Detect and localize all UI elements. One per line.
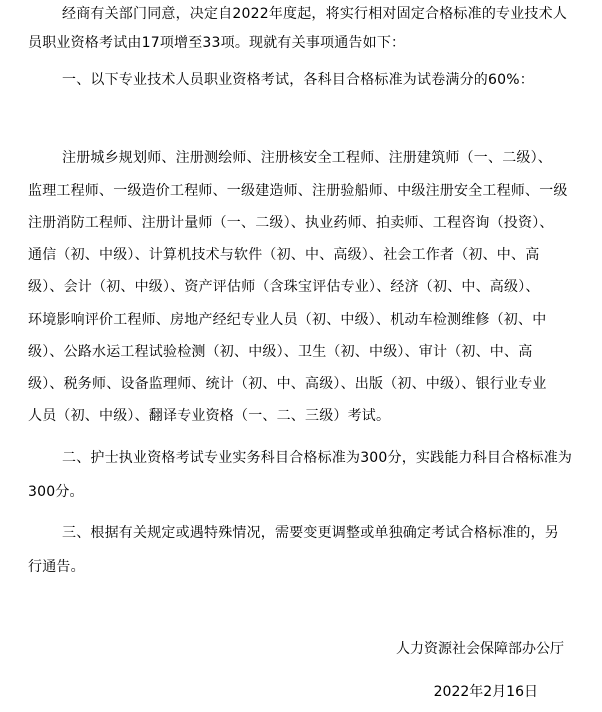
- section1-line-1: 注册城乡规划师、注册测绘师、注册核安全工程师、注册建筑师（一、二级）、: [62, 150, 552, 166]
- intro-line-2: 员职业资格考试由17项增至33项。现就有关事项通告如下：: [28, 35, 406, 51]
- section1-line-4: 通信（初、中级）、计算机技术与软件（初、中、高级）、社会工作者（初、中、高: [28, 247, 540, 263]
- section1-line-8: 级）、税务师、设备监理师、统计（初、中、高级）、出版（初、中级）、银行业专业: [28, 376, 547, 392]
- section1-line-7: 级）、公路水运工程试验检测（初、中级）、卫生（初、中级）、审计（初、中、高: [28, 344, 533, 360]
- section1-line-2: 监理工程师、一级造价工程师、一级建造师、注册验船师、中级注册安全工程师、一级: [28, 183, 568, 199]
- section1-line-5: 级）、会计（初、中级）、资产评估师（含珠宝评估专业）、经济（初、中、高级）、: [28, 279, 540, 295]
- intro-line-1: 经商有关部门同意，决定自2022年度起，将实行相对固定合格标准的专业技术人: [62, 6, 568, 22]
- issue-date: 2022年2月16日: [433, 684, 538, 700]
- section1-heading: 一、以下专业技术人员职业资格考试，各科目合格标准为试卷满分的60%：: [62, 72, 534, 88]
- issuer-name: 人力资源社会保障部办公厅: [396, 641, 564, 657]
- section3-line-2: 行通告。: [28, 559, 85, 575]
- section1-line-9: 人员（初、中级）、翻译专业资格（一、二、三级）考试。: [28, 408, 391, 424]
- section1-line-6: 环境影响评价工程师、房地产经纪专业人员（初、中级）、机动车检测维修（初、中: [28, 312, 547, 328]
- section3-line-1: 三、根据有关规定或遇特殊情况，需要变更调整或单独确定考试合格标准的，另: [62, 525, 559, 541]
- section2-line-2: 300分。: [28, 484, 84, 500]
- section1-line-3: 注册消防工程师、注册计量师（一、二级）、执业药师、拍卖师、工程咨询（投资）、: [28, 215, 554, 231]
- section2-line-1: 二、护士执业资格考试专业实务科目合格标准为300分，实践能力科目合格标准为: [62, 450, 573, 466]
